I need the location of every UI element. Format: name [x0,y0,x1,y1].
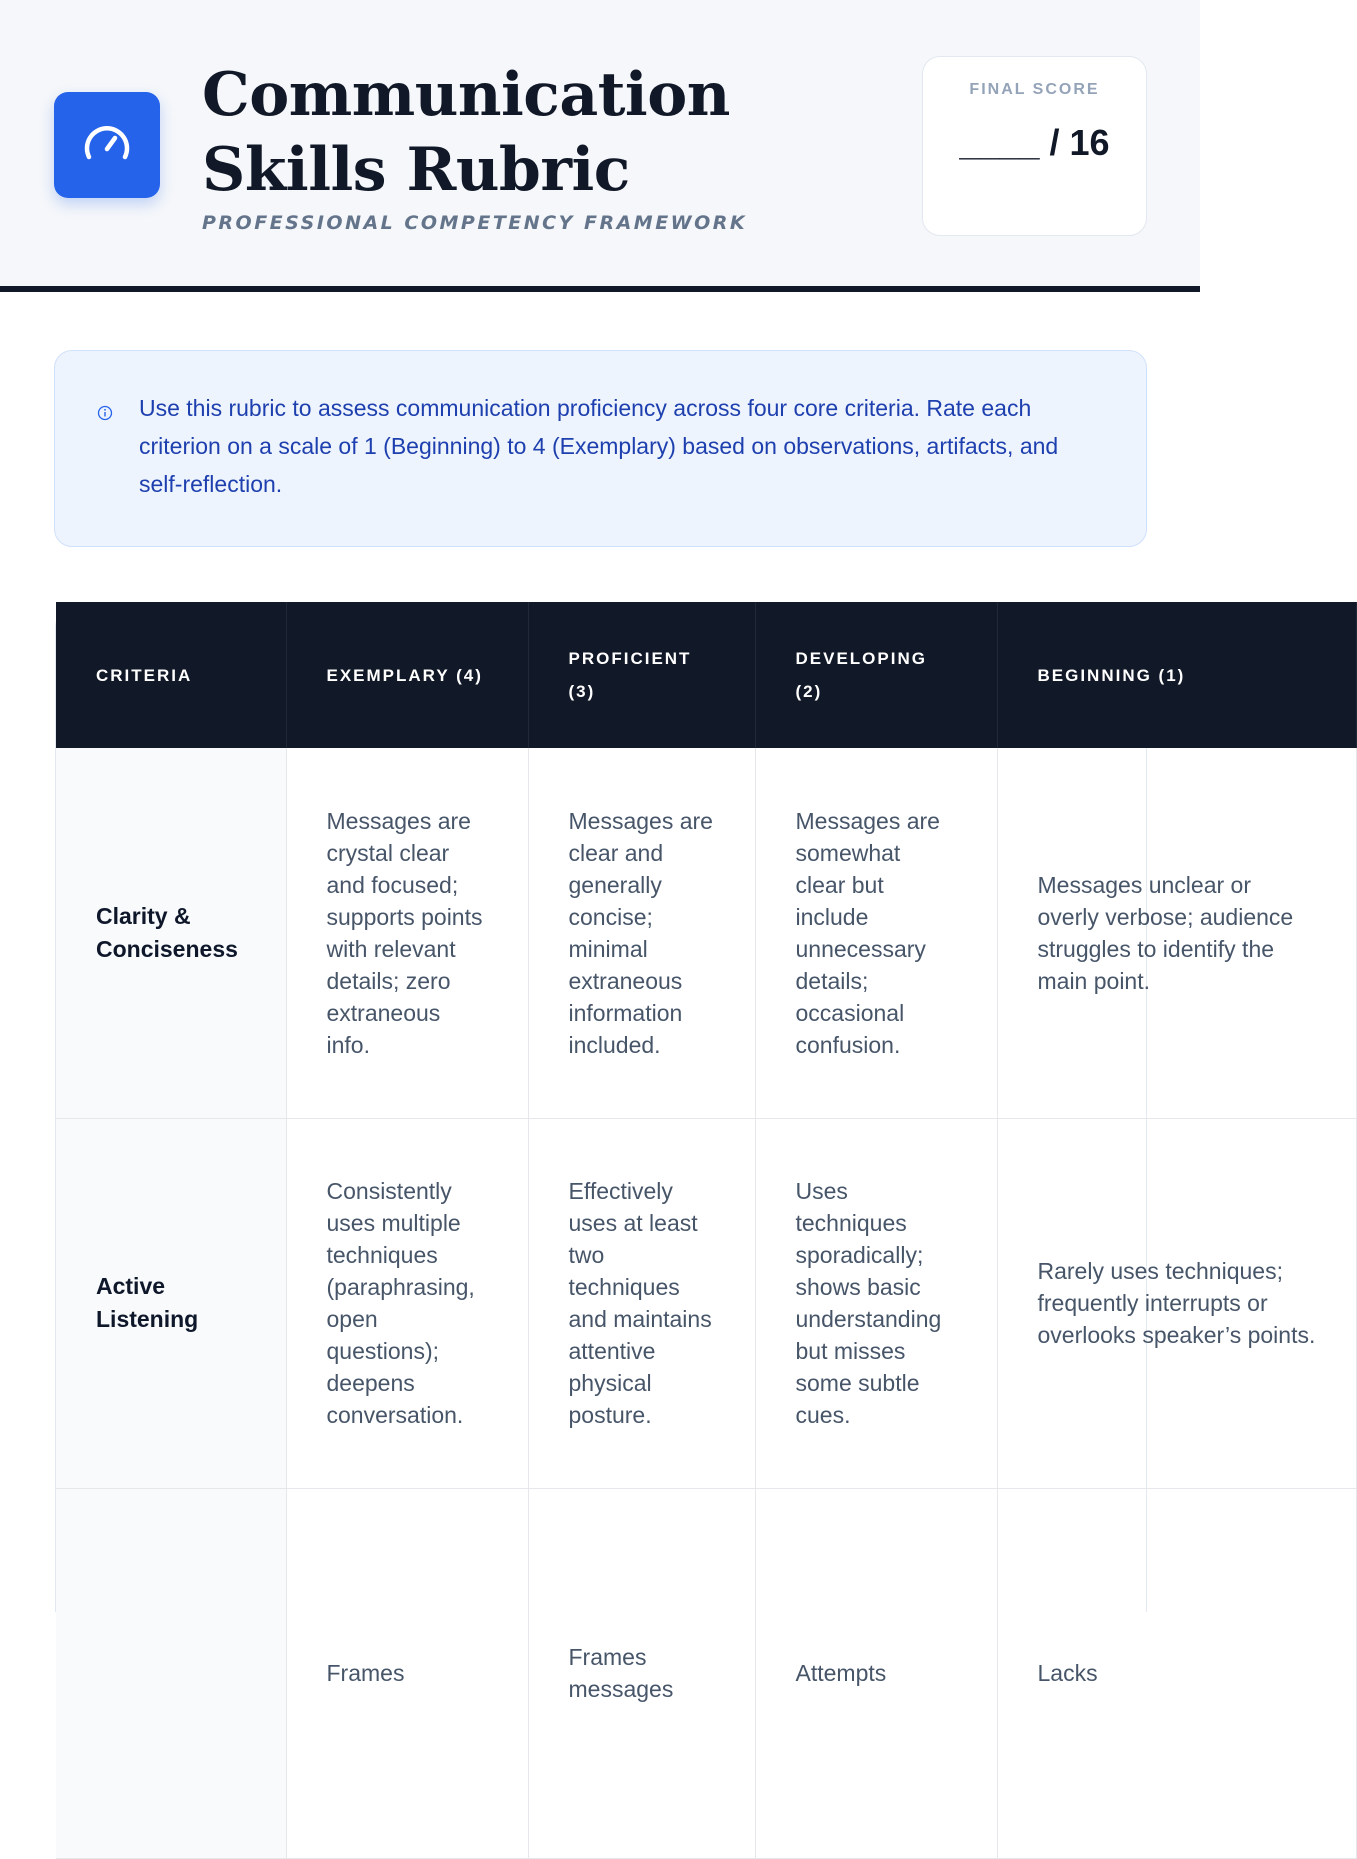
instructions-notice [54,350,1147,547]
proficient-descriptor: Effectively uses at least two techniques and maintains attentive physical posture. [528,1118,755,1488]
exemplary-descriptor: Consistently uses multiple techniques (paraphrasing, open questions); deepens conversation. [286,1118,528,1488]
page-subtitle: PROFESSIONAL COMPETENCY FRAMEWORK [202,212,748,234]
developing-descriptor: Attempts [755,1488,997,1858]
column-header-exemplary: EXEMPLARY (4) [286,602,528,748]
beginning-descriptor: Rarely uses techniques; frequently interrupts or overlooks speaker’s points. [997,1118,1356,1488]
proficient-descriptor: Frames messages [528,1488,755,1858]
criterion-name: Active Listening [56,1118,286,1488]
column-header-proficient: PROFICIENT (3) [528,602,755,748]
developing-descriptor: Messages are somewhat clear but include unnecessary details; occasional confusion. [755,748,997,1118]
column-header-developing: DEVELOPING (2) [755,602,997,748]
gauge-icon [81,119,133,171]
page-title: Communication Skills Rubric [202,60,730,205]
beginning-descriptor: Lacks [997,1488,1356,1858]
page-header [0,0,1200,292]
info-icon [97,405,113,421]
table-row [56,1118,1356,1488]
table-row [56,1488,1356,1858]
developing-descriptor: Uses techniques sporadically; shows basic understanding but misses some subtle cues. [755,1118,997,1488]
instructions-text: Use this rubric to assess communication proficiency across four core criteria. Rate each criterion on a scale of 1 (Beginning) to 4 (Exemplary) based on observations, artifacts, and self-reflection. [139,395,1059,497]
table-header-row [56,602,1356,748]
beginning-descriptor: Messages unclear or overly verbose; audience struggles to identify the main point. [997,748,1356,1118]
final-score-label: FINAL SCORE [969,81,1100,98]
table-row [56,748,1356,1118]
exemplary-descriptor: Frames [286,1488,528,1858]
criterion-name [56,1488,286,1858]
criterion-name: Clarity & Conciseness [56,748,286,1118]
column-header-beginning: BEGINNING (1) [997,602,1356,748]
logo-badge [54,92,160,198]
rubric-table [56,602,1357,1859]
final-score-card [922,56,1147,236]
rubric-table-container [55,602,1316,1702]
proficient-descriptor: Messages are clear and generally concise; minimal extraneous information included. [528,748,755,1118]
column-header-criteria: CRITERIA [56,602,286,748]
exemplary-descriptor: Messages are crystal clear and focused; supports points with relevant details; zero extraneous info. [286,748,528,1118]
final-score-value: ____ / 16 [959,122,1110,163]
